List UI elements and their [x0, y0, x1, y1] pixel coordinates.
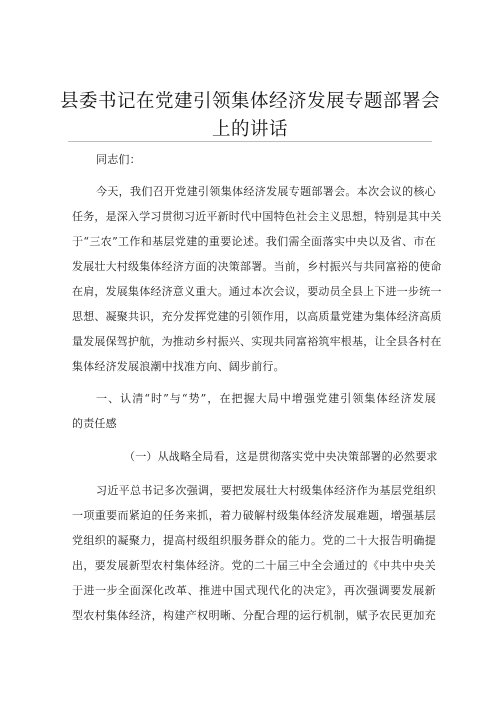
paragraph-line: 任务，是深入学习贯彻习近平新时代中国特色社会主义思想，特别是其中关 [72, 210, 442, 223]
paragraph-line: 党组织的凝聚力，提高村级组织服务群众的能力。党的二十大报告明确提 [72, 534, 436, 547]
paragraph-line: 思想、凝聚共识，充分发挥党建的引领作用，以高质量党建为集体经济高质 [72, 310, 442, 323]
section-heading: 的责任感 [72, 417, 117, 430]
salutation: 同志们： [96, 153, 141, 166]
section-heading: 一、认清“时”与“势”，在把握大局中增强党建引领集体经济发展 [96, 392, 436, 405]
paragraph-line: 发展壮大村级集体经济方面的决策部署。当前，乡村振兴与共同富裕的使命 [72, 260, 442, 273]
paragraph-line: 集体经济发展浪潮中找准方向、阔步前行。 [72, 360, 285, 373]
paragraph-line: 习近平总书记多次强调，要把发展壮大村级集体经济作为基层党组织 [96, 484, 436, 497]
paragraph-line: 型农村集体经济，构建产权明晰、分配合理的运行机制，赋予农民更加充 [72, 609, 436, 622]
paragraph-line: 一项重要而紧迫的任务来抓，着力破解村级集体经济发展难题，增强基层 [72, 509, 436, 522]
paragraph-line: 今天，我们召开党建引领集体经济发展专题部署会。本次会议的核心 [96, 185, 436, 198]
paragraph-line: 于进一步全面深化改革、推进中国式现代化的决定》，再次强调要发展新 [72, 584, 436, 597]
paragraph-line: 出，要发展新型农村集体经济。党的二十届三中全会通过的《中共中央关 [72, 559, 436, 572]
title-line-2: 上的讲话 [211, 119, 288, 140]
title-line-1: 县委书记在党建引领集体经济发展专题部署会 [60, 91, 441, 112]
paragraph-line: 在肩，发展集体经济意义重大。通过本次会议，要动员全县上下进一步统一 [72, 285, 442, 298]
subsection-heading: （一）从战略全局看，这是贯彻落实党中央决策部署的必然要求 [124, 450, 438, 463]
paragraph-line: 于“三农”工作和基层党建的重要论述。我们需全面落实中央以及省、市在 [72, 235, 436, 248]
paragraph-line: 量发展保驾护航，为推动乡村振兴、实现共同富裕筑牢根基，让全县各村在 [72, 335, 442, 348]
document-title [60, 88, 440, 144]
title-divider [68, 141, 432, 142]
